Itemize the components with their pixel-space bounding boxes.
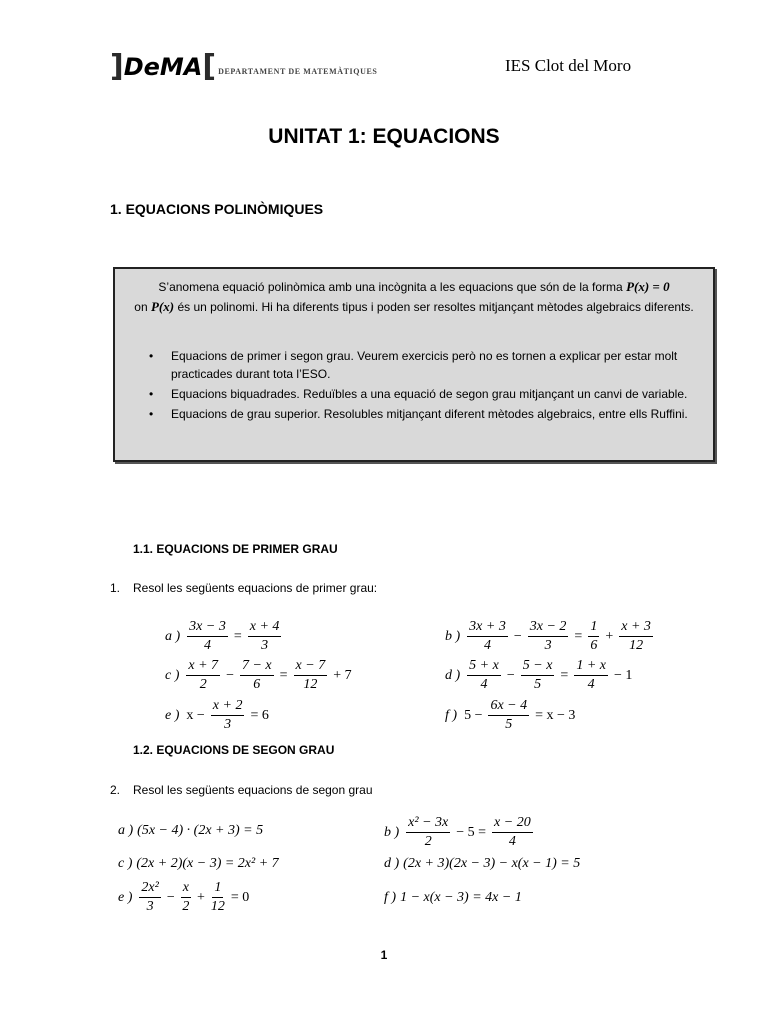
- denominator: 12: [629, 638, 644, 653]
- equation-label: e ): [165, 707, 180, 723]
- numerator: x + 2: [211, 698, 245, 716]
- page-number: 1: [380, 948, 388, 962]
- exercise-number: 1.: [110, 581, 121, 595]
- equation-label: e ): [118, 889, 133, 905]
- equation-2b: [384, 815, 536, 850]
- denominator: 12: [303, 677, 318, 692]
- definition-on: on: [134, 300, 148, 314]
- equation-label: f ): [384, 890, 397, 905]
- equation-body: (2x + 2)(x − 3) = 2x² + 7: [136, 856, 279, 871]
- equation-types-list: [171, 347, 691, 425]
- equation-body: (2x + 3)(2x − 3) − x(x − 1) = 5: [403, 856, 581, 871]
- denominator: 4: [587, 677, 595, 692]
- exercise-statement: Resol les següents equacions de segon grau: [133, 783, 373, 797]
- denominator: 5: [505, 717, 513, 732]
- equation-label: c ): [165, 667, 180, 683]
- definition-box: [113, 267, 715, 462]
- list-item: • Equacions de primer i segon grau. Veurem exercicis però no es tornen a explicar per estar molt practicades durant tota l’ESO.: [171, 347, 691, 383]
- equation-tail: = 6: [250, 707, 269, 723]
- equation-label: d ): [384, 856, 400, 871]
- equation-tail: = 0: [230, 889, 250, 905]
- denominator: 6: [590, 638, 598, 653]
- numerator: x − 7: [294, 658, 328, 676]
- logo-subtitle: DEPARTAMENT DE MATEMÀTIQUES: [218, 67, 378, 76]
- denominator: 2: [199, 677, 207, 692]
- equation-label: a ): [118, 823, 134, 838]
- list-item: • Equacions de grau superior. Resolubles mitjançant diferent mètodes algebraics, entre ells Ruffini.: [171, 405, 691, 423]
- exercise-statement: Resol les següents equacions de primer grau:: [133, 581, 378, 595]
- logo-name: DeMA: [123, 53, 203, 81]
- denominator: 3: [544, 638, 552, 653]
- definition-text: [115, 277, 713, 317]
- equation-label: c ): [118, 856, 133, 871]
- school-name: IES Clot del Moro: [505, 56, 632, 75]
- denominator: 4: [508, 834, 516, 849]
- numerator: 6x − 4: [488, 698, 529, 716]
- equation-2c: [118, 856, 279, 872]
- numerator: x − 20: [492, 815, 533, 833]
- denominator: 3: [261, 638, 269, 653]
- numerator: x: [181, 880, 191, 898]
- denominator: 2: [424, 834, 432, 849]
- numerator: 2x²: [139, 880, 160, 898]
- polynomial-equation-formula: P(x) = 0: [626, 279, 670, 294]
- equation-1e: [165, 698, 272, 733]
- equation-1f: [445, 698, 578, 733]
- equation-lead: 5 −: [464, 707, 483, 723]
- numerator: 1 + x: [574, 658, 608, 676]
- denominator: 2: [182, 899, 190, 914]
- numerator: 5 + x: [467, 658, 501, 676]
- equation-tail: + 7: [333, 667, 352, 683]
- numerator: x + 3: [619, 619, 653, 637]
- equation-label: a ): [165, 628, 181, 644]
- equation-1c: c ) $\frac{x + 7}{2}$ − $\frac{7 - x}{6}$ = $\frac{x - 7}{12}$ + 7: [165, 658, 352, 692]
- numerator: 1: [212, 880, 223, 898]
- exercise-number: 2.: [110, 783, 121, 797]
- denominator: 3: [224, 717, 232, 732]
- equation-tail: = x − 3: [535, 707, 576, 723]
- numerator: 5 − x: [521, 658, 555, 676]
- equation-label: b ): [445, 628, 461, 644]
- polynomial-symbol: P(x): [150, 299, 175, 314]
- numerator: 3x + 3: [467, 619, 508, 637]
- numerator: 3x − 2: [528, 619, 569, 637]
- subsection-heading: 1.2. EQUACIONS DE SEGON GRAU: [133, 743, 335, 757]
- numerator: 3x − 3: [187, 619, 228, 637]
- equation-body: (5x − 4) · (2x + 3) = 5: [137, 823, 264, 838]
- subsection-heading: 1.1. EQUACIONS DE PRIMER GRAU: [133, 542, 338, 556]
- list-item-lead: Equacions de grau superior.: [171, 407, 321, 421]
- list-item-lead: Equacions de primer i segon grau.: [171, 349, 354, 363]
- equation-1d: d ) $\frac{5 + x}{4}$ − $\frac{5 - x}{5}$ = $\frac{1 + x}{4}$ − 1: [445, 658, 633, 692]
- equation-label: d ): [445, 667, 461, 683]
- denominator: 6: [253, 677, 261, 692]
- equation-middle: − 5 =: [456, 824, 487, 840]
- page-title: UNITAT 1: EQUACIONS: [268, 125, 500, 148]
- list-item-lead: Equacions biquadrades.: [171, 387, 300, 401]
- denominator: 3: [146, 899, 154, 914]
- equation-2d: [384, 856, 580, 872]
- numerator: x + 7: [186, 658, 220, 676]
- numerator: x² − 3x: [406, 815, 450, 833]
- list-item: • Equacions biquadrades. Reduïbles a una equació de segon grau mitjançant un canvi de variable.: [171, 385, 691, 403]
- equation-2f: [384, 890, 522, 906]
- numerator: 7 − x: [240, 658, 274, 676]
- denominator: 5: [534, 677, 542, 692]
- equation-1a: a ) $\frac{3x - 3}{4}$ = $\frac{x + 4}{3}$: [165, 619, 280, 653]
- denominator: 4: [480, 677, 488, 692]
- denominator: 4: [484, 638, 491, 653]
- denominator: 4: [204, 638, 211, 653]
- equation-1b: b ) $\frac{3x + 3}{4}$ − $\frac{3x - 2}{3}$ = $\frac{1}{6}$ + $\frac{x + 3}{12}$: [445, 619, 651, 653]
- equation-lead: x −: [186, 707, 205, 723]
- dema-logo: [110, 50, 377, 82]
- equation-label: b ): [384, 824, 400, 840]
- logo-right-bracket: [: [202, 49, 217, 84]
- equation-2e: e ) $\frac{\text{2x²}}{3}$ − $\frac{x}{2}$ + $\frac{1}{12}$ = 0: [118, 880, 250, 914]
- equation-label: f ): [445, 707, 458, 723]
- equation-tail: − 1: [614, 667, 633, 683]
- denominator: 12: [210, 899, 225, 914]
- equation-body: 1 − x(x − 3) = 4x − 1: [400, 890, 522, 905]
- logo-left-bracket: ]: [110, 49, 124, 84]
- definition-rest: és un polinomi. Hi ha diferents tipus i poden ser resoltes mitjançant mètodes algebraics diferents.: [177, 300, 694, 314]
- numerator: x + 4: [248, 619, 282, 637]
- numerator: 1: [588, 619, 599, 637]
- equation-2a: [118, 823, 263, 839]
- section-heading: 1. EQUACIONS POLINÒMIQUES: [110, 201, 324, 217]
- definition-intro: S’anomena equació polinòmica amb una incògnita a les equacions que són de la forma: [158, 280, 623, 294]
